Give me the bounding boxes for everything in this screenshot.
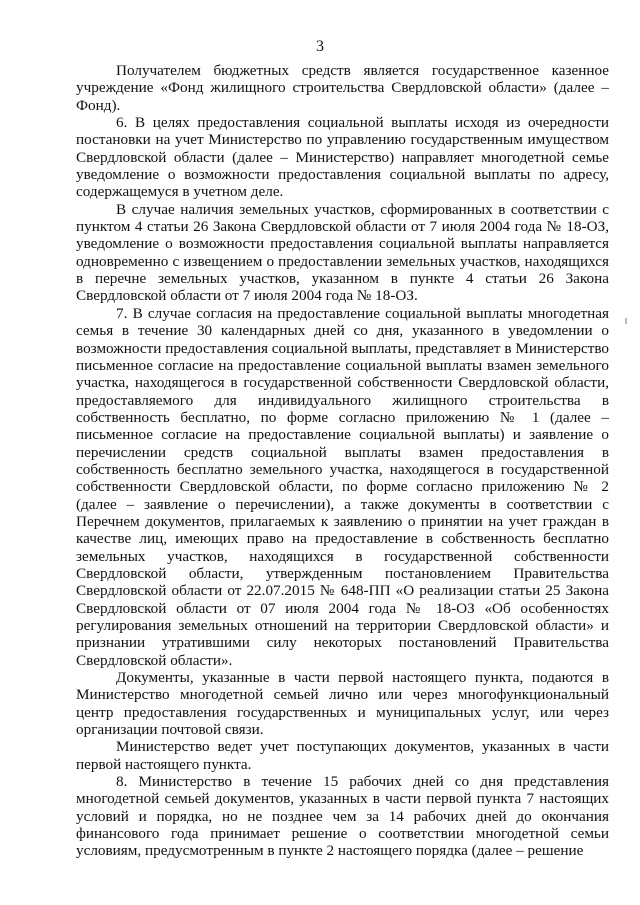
margin-mark <box>625 318 627 324</box>
paragraph-land-plots: В случае наличия земельных участков, сформированных в соответствии с пунктом 4 статьи 26 Закона Свердловской области от 7 июля 2004 года № 18-ОЗ, уведомление о возможности предоставления социальной выплаты направляется одновременно с извещением о предоставлении земельных участков, находящихся в перечне земельных участков, указанном в пункте 4 статьи 26 Закона Свердловской области от 7 июля 2004 года № 18-ОЗ. <box>76 200 609 305</box>
paragraph-recipient: Получателем бюджетных средств является государственное казенное учреждение «Фонд жилищного строительства Свердловской области» (далее – Фонд). <box>76 62 609 114</box>
paragraph-documents-submission: Документы, указанные в части первой настоящего пункта, подаются в Министерство многодетной семьей лично или через многофункциональный центр предоставления государственных и муниципальных услуг, или через организации почтовой связи. <box>76 669 609 739</box>
page-number: 3 <box>316 38 324 55</box>
document-body <box>76 62 609 860</box>
paragraph-item-8: 8. Министерство в течение 15 рабочих дней со дня представления многодетной семьей документов, указанных в части первой пункта 7 настоящих условий и порядка, но не позднее чем за 14 рабочих дней до окончания финансового года принимает решение о соответствии многодетной семьи условиям, предусмотренным в пункте 2 настоящего порядка (далее – решение <box>76 773 609 860</box>
paragraph-item-7: 7. В случае согласия на предоставление социальной выплаты многодетная семья в течение 30 календарных дней со дня, указанного в уведомлении о возможности предоставления социальной выплаты, представляет в Министерство письменное согласие на предоставление социальной выплаты взамен земельного участка, находящегося в государственной собственности Свердловской области, предоставляемого для индивидуального жилищного строительства в собственность бесплатно, по форме согласно приложению № 1 (далее – письменное согласие на предоставление социальной выплаты) и заявление о перечислении средств социальной выплаты взамен предоставления в собственность бесплатно земельного участка, находящегося в государственной собственности Свердловской области, по форме согласно приложению № 2 (далее – заявление о перечислении), а также документы в соответствии с Перечнем документов, прилагаемых к заявлению о принятии на учет граждан в качестве лиц, имеющих право на предоставление в собственность бесплатно земельных участков, находящихся в государственной собственности Свердловской области, утвержденным постановлением Правительства Свердловской области от 22.07.2015 № 648-ПП «О реализации статьи 25 Закона Свердловской области от 07 июля 2004 года № 18-ОЗ «Об особенностях регулирования земельных отношений на территории Свердловской области» и признании утратившими силу некоторых постановлений Правительства Свердловской области». <box>76 304 609 669</box>
paragraph-ministry-records: Министерство ведет учет поступающих документов, указанных в части первой настоящего пункта. <box>76 738 609 773</box>
paragraph-item-6: 6. В целях предоставления социальной выплаты исходя из очередности постановки на учет Министерство по управлению государственным имуществом Свердловской области (далее – Министерство) направляет многодетной семье уведомление о возможности предоставления социальной выплаты по адресу, содержащемуся в учетном деле. <box>76 114 609 201</box>
